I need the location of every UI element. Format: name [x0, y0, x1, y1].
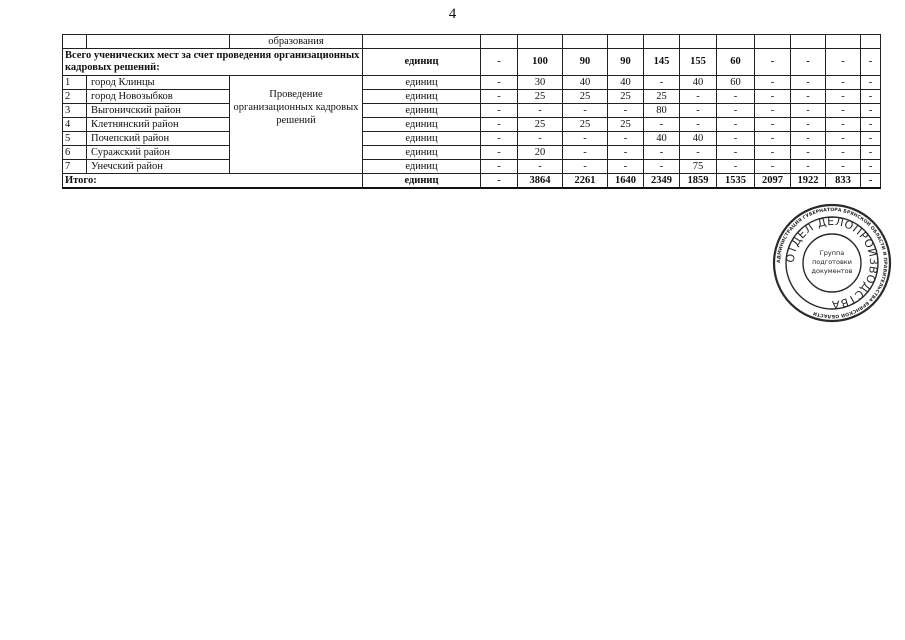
value-cell: - [644, 160, 680, 174]
value-cell: - [861, 90, 881, 104]
table-row [63, 132, 881, 146]
row-number: 3 [63, 104, 87, 118]
table-row [63, 90, 881, 104]
value-cell: - [680, 90, 717, 104]
row-number: 2 [63, 90, 87, 104]
value-cell: 25 [563, 90, 608, 104]
value-cell: - [608, 160, 644, 174]
value-cell: - [608, 132, 644, 146]
total-label: Итого: [63, 174, 363, 189]
value-cell: 2349 [644, 174, 680, 189]
value-cell: - [791, 146, 826, 160]
row-number: 1 [63, 76, 87, 90]
value-cell: - [481, 76, 518, 90]
value-cell: - [518, 160, 563, 174]
value-cell: - [563, 160, 608, 174]
value-cell: 40 [680, 76, 717, 90]
value-cell: - [680, 118, 717, 132]
value-cell: - [755, 160, 791, 174]
value-cell: 80 [644, 104, 680, 118]
unit-cell: единиц [363, 118, 481, 132]
value-cell: 1640 [608, 174, 644, 189]
value-cell: - [755, 118, 791, 132]
value-cell: - [861, 174, 881, 189]
row-number: 5 [63, 132, 87, 146]
value-cell: - [791, 49, 826, 76]
value-cell: - [861, 76, 881, 90]
value-cell: - [791, 104, 826, 118]
value-cell: 25 [518, 118, 563, 132]
summary-row [63, 49, 881, 76]
value-cell: - [755, 90, 791, 104]
measure-description: Проведение организационных кадровых решений [230, 76, 363, 174]
value-cell: 75 [680, 160, 717, 174]
value-cell: - [826, 104, 861, 118]
value-cell: - [717, 90, 755, 104]
total-row [63, 174, 881, 189]
value-cell: - [608, 146, 644, 160]
value-cell: 25 [518, 90, 563, 104]
row-number: 6 [63, 146, 87, 160]
value-cell: 90 [608, 49, 644, 76]
value-cell: 25 [644, 90, 680, 104]
stamp-center-line: документов [811, 267, 853, 275]
value-cell: - [861, 118, 881, 132]
student-places-table [62, 34, 881, 189]
value-cell: - [791, 160, 826, 174]
value-cell: - [861, 146, 881, 160]
value-cell: - [755, 49, 791, 76]
value-cell: 833 [826, 174, 861, 189]
municipality-name: город Клинцы [87, 76, 230, 90]
municipality-name: Клетнянский район [87, 118, 230, 132]
value-cell: 145 [644, 49, 680, 76]
municipality-name: город Новозыбков [87, 90, 230, 104]
value-cell: 25 [608, 90, 644, 104]
value-cell: - [644, 76, 680, 90]
value-cell: 1922 [791, 174, 826, 189]
page-number: 4 [448, 6, 457, 22]
municipality-name: Почепский район [87, 132, 230, 146]
continuation-row [63, 35, 881, 49]
value-cell: - [563, 146, 608, 160]
value-cell: - [481, 118, 518, 132]
value-cell: - [755, 76, 791, 90]
value-cell: 100 [518, 49, 563, 76]
table-row [63, 76, 881, 90]
value-cell: - [680, 104, 717, 118]
unit-cell: единиц [363, 49, 481, 76]
value-cell: 90 [563, 49, 608, 76]
value-cell: 2097 [755, 174, 791, 189]
value-cell: - [518, 104, 563, 118]
value-cell: - [717, 104, 755, 118]
value-cell: 25 [608, 118, 644, 132]
value-cell: - [518, 132, 563, 146]
office-stamp [772, 203, 892, 323]
value-cell: 1859 [680, 174, 717, 189]
value-cell: - [717, 146, 755, 160]
unit-cell: единиц [363, 76, 481, 90]
value-cell: - [826, 160, 861, 174]
value-cell: - [481, 146, 518, 160]
value-cell: - [481, 160, 518, 174]
value-cell: 60 [717, 76, 755, 90]
value-cell: 40 [608, 76, 644, 90]
value-cell: 40 [644, 132, 680, 146]
value-cell: - [563, 104, 608, 118]
value-cell: - [481, 49, 518, 76]
value-cell: - [481, 104, 518, 118]
value-cell: - [826, 132, 861, 146]
value-cell: - [861, 132, 881, 146]
value-cell: - [826, 49, 861, 76]
municipality-name: Выгоничский район [87, 104, 230, 118]
value-cell: - [644, 118, 680, 132]
row-number: 4 [63, 118, 87, 132]
table-row [63, 146, 881, 160]
value-cell: - [791, 118, 826, 132]
value-cell: - [608, 104, 644, 118]
value-cell: - [791, 76, 826, 90]
value-cell: - [717, 160, 755, 174]
municipality-name: Унечский район [87, 160, 230, 174]
unit-cell: единиц [363, 104, 481, 118]
stamp-middle-text: ОТДЕЛ ДЕЛОПРОИЗВОДСТВА [783, 214, 881, 312]
value-cell: - [755, 132, 791, 146]
value-cell: 155 [680, 49, 717, 76]
value-cell: 40 [563, 76, 608, 90]
unit-cell: единиц [363, 160, 481, 174]
value-cell: - [717, 132, 755, 146]
stamp-center-line: Группа [819, 249, 845, 257]
unit-cell: единиц [363, 132, 481, 146]
unit-cell: единиц [363, 146, 481, 160]
table-row [63, 160, 881, 174]
table-row [63, 118, 881, 132]
value-cell: 3864 [518, 174, 563, 189]
value-cell: - [826, 118, 861, 132]
value-cell: - [680, 146, 717, 160]
value-cell: 60 [717, 49, 755, 76]
value-cell: 40 [680, 132, 717, 146]
continuation-label: образования [230, 35, 363, 49]
value-cell: - [644, 146, 680, 160]
stamp-center-line: подготовки [812, 258, 852, 266]
stamp-outer-text: АДМИНИСТРАЦИЯ ГУБЕРНАТОРА БРЯНСКОЙ ОБЛАСТИ И ПРАВИТЕЛЬСТВА БРЯНСКОЙ ОБЛАСТИ [776, 207, 888, 319]
value-cell: - [826, 90, 861, 104]
value-cell: - [717, 118, 755, 132]
value-cell: - [826, 76, 861, 90]
value-cell: - [755, 104, 791, 118]
municipality-name: Суражский район [87, 146, 230, 160]
value-cell: - [791, 90, 826, 104]
unit-cell: единиц [363, 174, 481, 189]
value-cell: 2261 [563, 174, 608, 189]
value-cell: - [481, 90, 518, 104]
value-cell: - [481, 174, 518, 189]
value-cell: 30 [518, 76, 563, 90]
value-cell: - [563, 132, 608, 146]
value-cell: - [861, 49, 881, 76]
unit-cell: единиц [363, 90, 481, 104]
summary-label: Всего ученических мест за счет проведения организационных кадровых решений: [63, 49, 363, 76]
value-cell: - [755, 146, 791, 160]
value-cell: - [826, 146, 861, 160]
row-number: 7 [63, 160, 87, 174]
value-cell: - [861, 104, 881, 118]
value-cell: 25 [563, 118, 608, 132]
value-cell: - [861, 160, 881, 174]
value-cell: 20 [518, 146, 563, 160]
value-cell: - [791, 132, 826, 146]
value-cell: 1535 [717, 174, 755, 189]
table-row [63, 104, 881, 118]
value-cell: - [481, 132, 518, 146]
